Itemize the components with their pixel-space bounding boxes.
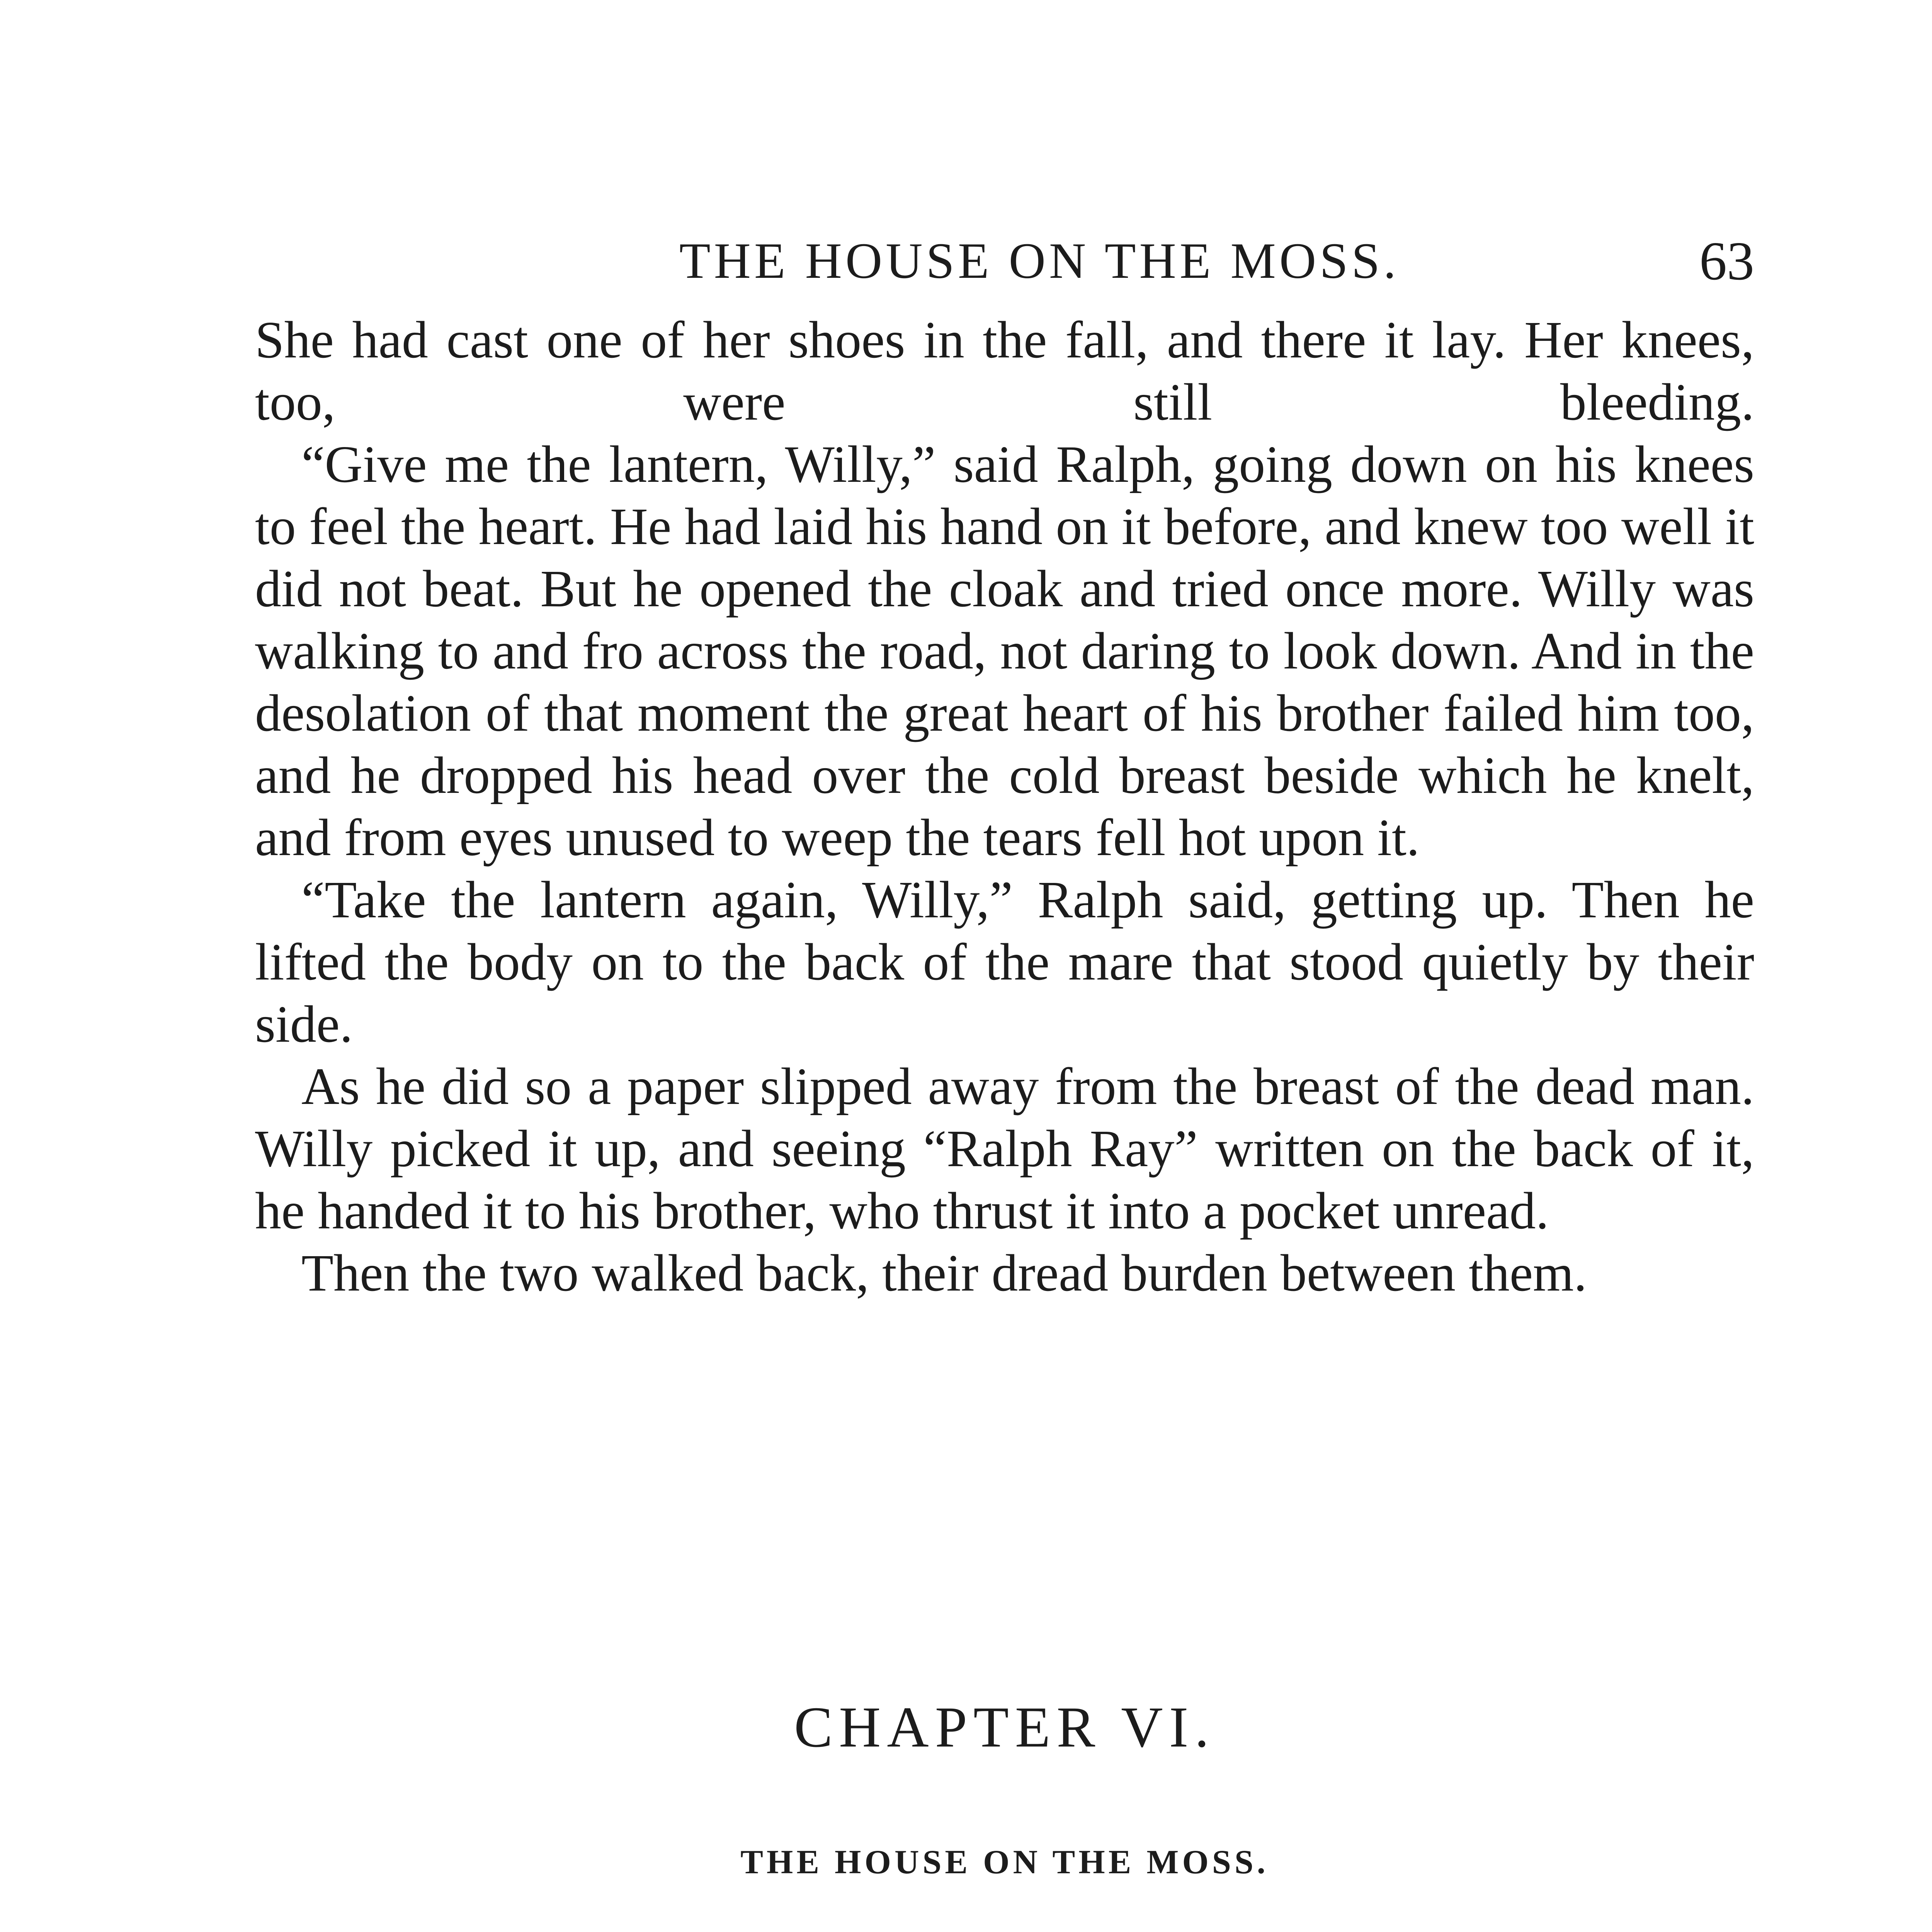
- paragraph-1: She had cast one of her shoes in the fall, and there it lay. Her knees, too, were still bleeding.: [255, 311, 1754, 431]
- chapter-title: CHAPTER VI.: [794, 1695, 1215, 1759]
- chapter-subtitle: THE HOUSE ON THE MOSS.: [740, 1844, 1269, 1881]
- running-head: [255, 228, 1754, 294]
- paragraph-3: “Take the lantern again, Willy,” Ralph said, getting up. Then he lifted the body on to the back of the mare that stood quietly by their side.: [255, 871, 1754, 1053]
- text-block-previous-chapter: [255, 309, 1754, 1304]
- paragraph-4: As he did so a paper slipped away from the breast of the dead man. Willy picked it up, and seeing “Ralph Ray” written on the back of it, he handed it to his brother, who thrust it into a pocket unread.: [255, 1058, 1754, 1240]
- paragraph-2: “Give me the lantern, Willy,” said Ralph, going down on his knees to feel the heart. He had laid his hand on it before, and knew too well it did not beat. But he opened the cloak and tried once more. Willy was walking to and fro across the road, not daring to look down. And in the desolation of that moment the great heart of his brother failed him too, and he dropped his head over the cold breast beside which he knelt, and from eyes unused to weep the tears fell hot upon it.: [255, 435, 1754, 867]
- running-title: THE HOUSE ON THE MOSS.: [679, 232, 1400, 289]
- paragraph-5: Then the two walked back, their dread burden between them.: [301, 1244, 1587, 1302]
- page-number: 63: [1699, 230, 1754, 291]
